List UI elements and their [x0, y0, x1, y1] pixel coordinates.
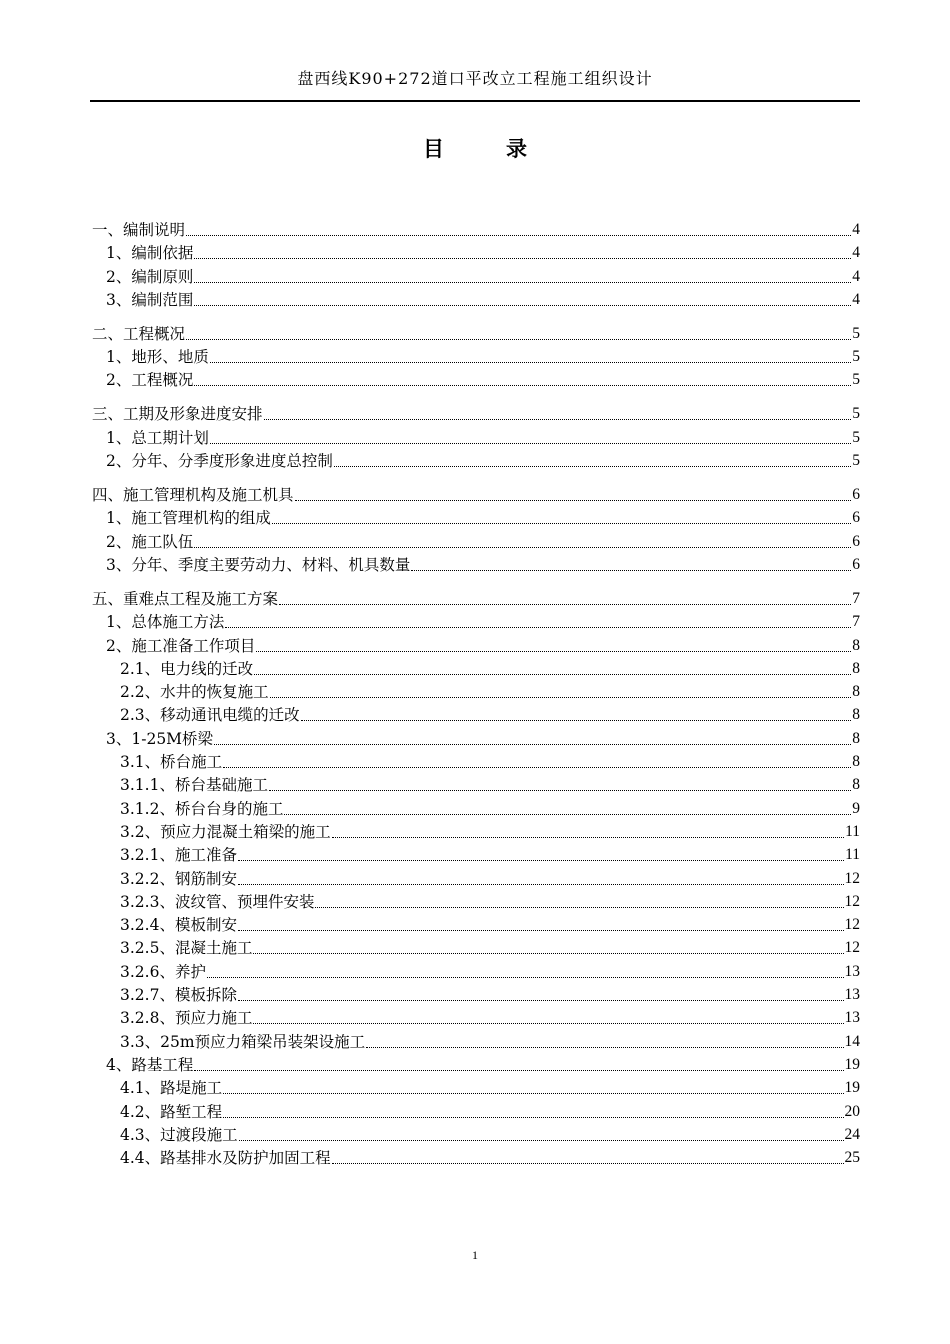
toc-leader-dots [238, 860, 844, 861]
toc-entry[interactable] [92, 632, 860, 655]
toc-entry-page: 9 [852, 799, 860, 817]
toc-entry-label: 3、分年、季度主要劳动力、材料、机具数量 [106, 555, 411, 574]
toc-leader-dots [214, 744, 851, 745]
toc-entry-label: 4.1、路堤施工 [120, 1079, 223, 1098]
toc-leader-dots [194, 547, 851, 548]
toc-entry-page: 12 [844, 939, 860, 957]
toc-entry-page: 4 [852, 221, 860, 238]
toc-entry-page: 12 [844, 892, 860, 910]
toc-entry-label: 2、施工准备工作项目 [106, 636, 256, 655]
toc-leader-dots [295, 500, 852, 501]
toc-entry[interactable] [92, 319, 860, 344]
toc-entry-page: 12 [844, 916, 860, 934]
toc-leader-dots [256, 651, 851, 652]
toc-entry-page: 6 [852, 486, 860, 504]
toc-leader-dots [284, 814, 851, 815]
toc-leader-dots [239, 1140, 844, 1141]
toc-entry-page: 5 [852, 452, 860, 470]
toc-entry-page: 4 [852, 244, 860, 262]
toc-entry[interactable] [92, 1005, 860, 1028]
toc-leader-dots [186, 235, 851, 236]
toc-entry-page: 19 [844, 1079, 860, 1097]
toc-entry[interactable] [92, 982, 860, 1005]
toc-entry-page: 5 [852, 371, 860, 389]
toc-entry-label: 3、1-25M桥梁 [106, 729, 214, 748]
toc-entry[interactable] [92, 795, 860, 818]
toc-entry[interactable] [92, 528, 860, 551]
toc-leader-dots [332, 1163, 844, 1164]
toc-leader-dots [223, 767, 851, 768]
toc-leader-dots [186, 339, 851, 340]
toc-entry[interactable] [92, 584, 860, 609]
toc-entry-page: 5 [852, 348, 860, 366]
toc-entry[interactable] [92, 656, 860, 679]
toc-entry-page: 5 [852, 324, 860, 342]
toc-entry-page: 20 [844, 1102, 860, 1120]
toc-leader-dots [194, 385, 851, 386]
toc-entry[interactable] [92, 912, 860, 935]
toc-entry[interactable] [92, 609, 860, 632]
toc-leader-dots [238, 930, 844, 931]
toc-entry[interactable] [92, 215, 860, 240]
toc-entry[interactable] [92, 1145, 860, 1168]
toc-entry[interactable] [92, 1052, 860, 1075]
toc-leader-dots [207, 977, 844, 978]
toc-entry-label: 2、工程概况 [106, 371, 194, 390]
toc-entry[interactable] [92, 1075, 860, 1098]
toc-entry-page: 19 [844, 1055, 860, 1073]
toc-entry[interactable] [92, 958, 860, 981]
toc-entry[interactable] [92, 505, 860, 528]
toc-entry-page: 5 [852, 405, 860, 423]
toc-entry-label: 2、分年、分季度形象进度总控制 [106, 452, 333, 471]
toc-entry-label: 1、总工期计划 [106, 428, 209, 447]
toc-entry[interactable] [92, 424, 860, 447]
toc-entry-page: 4 [852, 267, 860, 285]
toc-leader-dots [315, 907, 843, 908]
toc-entry-label: 3.2.3、波纹管、预埋件安装 [120, 892, 315, 911]
toc-entry-label: 3、编制范围 [106, 290, 194, 309]
toc-entry-page: 13 [844, 986, 860, 1004]
header-rule [90, 100, 860, 102]
toc-entry-label: 2、编制原则 [106, 267, 194, 286]
toc-leader-dots [264, 419, 852, 420]
toc-entry-page: 7 [852, 589, 860, 607]
toc-leader-dots [210, 443, 851, 444]
toc-entry-page: 12 [844, 869, 860, 887]
toc-entry-label: 3.2.2、钢筋制安 [120, 869, 237, 888]
toc-entry-label: 五、重难点工程及施工方案 [92, 589, 279, 608]
toc-entry-page: 8 [852, 729, 860, 747]
toc-entry[interactable] [92, 1122, 860, 1145]
toc-leader-dots [238, 1000, 844, 1001]
toc-entry-page: 6 [852, 509, 860, 527]
toc-leader-dots [194, 1070, 843, 1071]
toc-leader-dots [194, 258, 851, 259]
toc-entry[interactable] [92, 702, 860, 725]
toc-entry-label: 3.3、25m预应力箱梁吊装架设施工 [120, 1032, 366, 1051]
toc-leader-dots [225, 627, 851, 628]
toc-entry-page: 8 [852, 753, 860, 771]
toc-leader-dots [253, 953, 843, 954]
toc-entry-label: 4.2、路堑工程 [120, 1102, 223, 1121]
toc-entry[interactable] [92, 1098, 860, 1121]
toc-entry[interactable] [92, 865, 860, 888]
toc-leader-dots [270, 697, 852, 698]
toc-title-char-1: 目 [423, 137, 444, 161]
toc-entry-label: 3.2.4、模板制安 [120, 916, 237, 935]
toc-entry[interactable] [92, 240, 860, 263]
toc-entry-page: 25 [844, 1149, 860, 1167]
toc-leader-dots [253, 1023, 843, 1024]
toc-entry-page: 13 [844, 962, 860, 980]
toc-entry-label: 3.2.1、施工准备 [120, 846, 237, 865]
toc-entry-page: 11 [845, 846, 860, 864]
toc-entry-page: 7 [852, 613, 860, 631]
toc-entry-label: 4、路基工程 [106, 1055, 194, 1074]
toc-entry-label: 1、编制依据 [106, 244, 194, 263]
toc-leader-dots [334, 466, 851, 467]
toc-entry[interactable] [92, 725, 860, 748]
toc-entry-label: 四、施工管理机构及施工机具 [92, 486, 294, 505]
toc-entry-page: 6 [852, 555, 860, 573]
toc-entry-label: 1、总体施工方法 [106, 613, 225, 632]
toc-entry-label: 3.2.8、预应力施工 [120, 1009, 253, 1028]
toc-entry-label: 3.1.1、桥台基础施工 [120, 776, 268, 795]
toc-entry[interactable] [92, 749, 860, 772]
toc-leader-dots [194, 305, 851, 306]
toc-entry[interactable] [92, 552, 860, 575]
toc-title-char-2: 录 [506, 137, 527, 161]
toc-entry-page: 13 [844, 1009, 860, 1027]
toc-leader-dots [272, 523, 851, 524]
running-header: 盘西线K90+272道口平改立工程施工组织设计 [297, 69, 653, 88]
toc-entry-page: 11 [845, 822, 860, 840]
toc-entry-label: 3.2.5、混凝土施工 [120, 939, 253, 958]
toc-entry[interactable] [92, 935, 860, 958]
toc-entry-page: 14 [844, 1032, 860, 1050]
toc-entry-label: 二、工程概况 [92, 324, 186, 343]
toc-leader-dots [269, 790, 851, 791]
table-of-contents [92, 215, 860, 1168]
toc-entry-page: 4 [852, 290, 860, 308]
toc-entry[interactable] [92, 399, 860, 424]
toc-entry-label: 2.1、电力线的迁改 [120, 659, 254, 678]
toc-entry[interactable] [92, 889, 860, 912]
toc-entry[interactable] [92, 819, 860, 842]
toc-leader-dots [332, 837, 844, 838]
toc-entry-label: 3.2.6、养护 [120, 962, 206, 981]
toc-entry[interactable] [92, 679, 860, 702]
toc-entry-label: 一、编制说明 [92, 221, 186, 239]
toc-entry-page: 8 [852, 636, 860, 654]
page-number: 1 [472, 1248, 478, 1262]
toc-entry-page: 8 [852, 776, 860, 794]
toc-leader-dots [223, 1093, 843, 1094]
toc-leader-dots [194, 282, 851, 283]
toc-entry[interactable] [92, 772, 860, 795]
toc-leader-dots [210, 362, 851, 363]
toc-entry-page: 8 [852, 683, 860, 701]
toc-entry-label: 2、施工队伍 [106, 532, 194, 551]
toc-entry-label: 1、地形、地质 [106, 348, 209, 367]
toc-entry[interactable] [92, 344, 860, 367]
toc-entry-label: 3.2、预应力混凝土箱梁的施工 [120, 822, 331, 841]
toc-entry[interactable] [92, 842, 860, 865]
toc-entry[interactable] [92, 448, 860, 471]
toc-entry-label: 1、施工管理机构的组成 [106, 509, 271, 528]
toc-entry[interactable] [92, 367, 860, 390]
toc-entry-page: 24 [844, 1125, 860, 1143]
toc-entry[interactable] [92, 263, 860, 286]
toc-entry-page: 8 [852, 706, 860, 724]
toc-leader-dots [366, 1047, 843, 1048]
toc-entry[interactable] [92, 1028, 860, 1051]
toc-entry-label: 4.4、路基排水及防护加固工程 [120, 1149, 331, 1168]
toc-entry-page: 8 [852, 659, 860, 677]
toc-entry[interactable] [92, 480, 860, 505]
toc-entry-label: 3.1.2、桥台台身的施工 [120, 799, 284, 818]
toc-entry-page: 6 [852, 532, 860, 550]
toc-title [0, 133, 950, 163]
toc-entry[interactable] [92, 287, 860, 310]
toc-entry-label: 三、工期及形象进度安排 [92, 405, 263, 424]
toc-leader-dots [254, 674, 851, 675]
toc-leader-dots [279, 604, 851, 605]
toc-entry-label: 4.3、过渡段施工 [120, 1125, 238, 1144]
toc-entry-label: 3.1、桥台施工 [120, 753, 223, 772]
toc-leader-dots [223, 1117, 843, 1118]
toc-entry-label: 2.3、移动通讯电缆的迁改 [120, 706, 300, 725]
toc-entry-label: 3.2.7、模板拆除 [120, 986, 237, 1005]
toc-leader-dots [301, 720, 852, 721]
toc-entry-page: 5 [852, 428, 860, 446]
toc-leader-dots [411, 570, 851, 571]
toc-leader-dots [238, 884, 844, 885]
toc-entry-label: 2.2、水井的恢复施工 [120, 683, 269, 702]
